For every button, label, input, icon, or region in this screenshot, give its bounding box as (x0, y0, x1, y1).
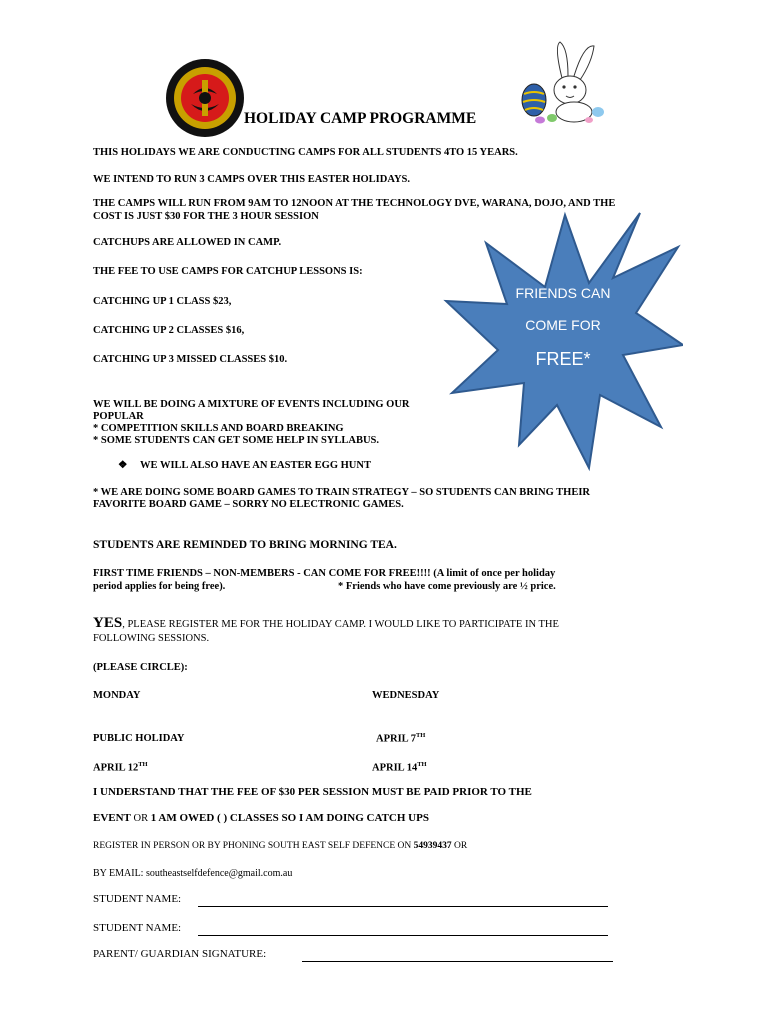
club-logo (165, 58, 245, 138)
phone-or: OR (451, 841, 468, 851)
friends-free-starburst (443, 205, 683, 473)
please-circle: (PLEASE CIRCLE): (93, 662, 188, 673)
student-name-2-label: STUDENT NAME: (93, 922, 182, 934)
phone-number: 54939437 (413, 841, 452, 851)
student-name-2-row (93, 922, 181, 934)
friends-line-1: FIRST TIME FRIENDS – NON-MEMBERS - CAN COME FOR FREE!!!! (A limit of once per holiday (93, 568, 556, 579)
contact-phone-line (93, 840, 467, 852)
page-title: HOLIDAY CAMP PROGRAMME (244, 110, 477, 127)
session-april-12[interactable] (93, 758, 148, 775)
fee-line-2 (93, 812, 429, 825)
friends-line-2b: * Friends who have come previously are ½ price. (338, 581, 556, 592)
catchup-2-classes: CATCHING UP 2 CLASSES $16, (93, 325, 245, 336)
diamond-bullet-icon: ❖ (118, 460, 128, 471)
register-text: , PLEASE REGISTER ME FOR THE HOLIDAY CAMP. I WOULD LIKE TO PARTICIPATE IN THE (122, 619, 559, 630)
parent-signature-label: PARENT/ GUARDIAN SIGNATURE: (93, 948, 267, 960)
events-line-1: WE WILL BE DOING A MIXTURE OF EVENTS INCLUDING OUR (93, 399, 410, 410)
contact-email-line: BY EMAIL: southeastselfdefence@gmail.com.au (93, 868, 293, 879)
catchup-1-class: CATCHING UP 1 CLASS $23, (93, 296, 232, 307)
april-12-text: APRIL 12 (93, 762, 139, 774)
starburst-line-2: COME FOR (525, 317, 601, 333)
friends-line-2a: period applies for being free). (93, 581, 226, 592)
session-april-14[interactable] (372, 758, 427, 775)
board-games-line-2: FAVORITE BOARD GAME – SORRY NO ELECTRONIC GAMES. (93, 499, 404, 510)
events-line-4: * SOME STUDENTS CAN GET SOME HELP IN SYLLABUS. (93, 435, 380, 446)
april-14-sup: TH (417, 761, 427, 768)
intro-line-fee-heading: THE FEE TO USE CAMPS FOR CATCHUP LESSONS IS: (93, 266, 363, 277)
starburst-line-3: FREE* (535, 349, 591, 369)
april-7-text: APRIL 7 (376, 733, 416, 745)
fee-or: OR (130, 813, 151, 824)
register-line-1 (93, 614, 559, 632)
april-14-text: APRIL 14 (372, 762, 418, 774)
starburst-line-1: FRIENDS CAN (515, 285, 611, 301)
session-public-holiday[interactable]: PUBLIC HOLIDAY (93, 733, 185, 744)
student-name-1-label: STUDENT NAME: (93, 893, 182, 905)
events-line-2: POPULAR (93, 411, 144, 422)
student-name-1-field[interactable] (198, 906, 608, 907)
catchup-3-classes: CATCHING UP 3 MISSED CLASSES $10. (93, 354, 288, 365)
phone-text: REGISTER IN PERSON OR BY PHONING SOUTH EAST SELF DEFENCE ON (93, 841, 414, 851)
intro-line-cost: COST IS JUST $30 FOR THE 3 HOUR SESSION (93, 211, 319, 222)
yes-label: YES (93, 615, 123, 631)
student-name-1-row (93, 893, 181, 905)
parent-signature-row (93, 948, 266, 960)
fee-event: EVENT (93, 812, 131, 824)
easter-bunny-illustration (518, 38, 608, 124)
fee-line-1: I UNDERSTAND THAT THE FEE OF $30 PER SESSION MUST BE PAID PRIOR TO THE (93, 786, 532, 798)
session-wednesday[interactable]: WEDNESDAY (372, 690, 440, 701)
events-line-3: * COMPETITION SKILLS AND BOARD BREAKING (93, 423, 344, 434)
session-april-7[interactable] (376, 729, 425, 746)
easter-egg-hunt: WE WILL ALSO HAVE AN EASTER EGG HUNT (140, 460, 371, 471)
fee-owed: 1 AM OWED ( ) CLASSES SO I AM DOING CATCH UPS (150, 812, 429, 824)
register-line-2: FOLLOWING SESSIONS. (93, 633, 210, 644)
intro-line-schedule: THE CAMPS WILL RUN FROM 9AM TO 12NOON AT THE TECHNOLOGY DVE, WARANA, DOJO, AND THE (93, 198, 616, 209)
board-games-line-1: * WE ARE DOING SOME BOARD GAMES TO TRAIN STRATEGY – SO STUDENTS CAN BRING THEIR (93, 487, 591, 498)
morning-tea-reminder: STUDENTS ARE REMINDED TO BRING MORNING TEA. (93, 539, 397, 551)
intro-line-ages: THIS HOLIDAYS WE ARE CONDUCTING CAMPS FOR ALL STUDENTS 4TO 15 YEARS. (93, 147, 518, 158)
april-12-sup: TH (138, 761, 148, 768)
april-7-sup: TH (415, 732, 426, 739)
student-name-2-field[interactable] (198, 935, 608, 936)
parent-signature-field[interactable] (302, 961, 613, 962)
intro-line-camps: WE INTEND TO RUN 3 CAMPS OVER THIS EASTER HOLIDAYS. (93, 174, 411, 185)
session-monday[interactable]: MONDAY (93, 690, 141, 701)
intro-line-catchups: CATCHUPS ARE ALLOWED IN CAMP. (93, 237, 282, 248)
